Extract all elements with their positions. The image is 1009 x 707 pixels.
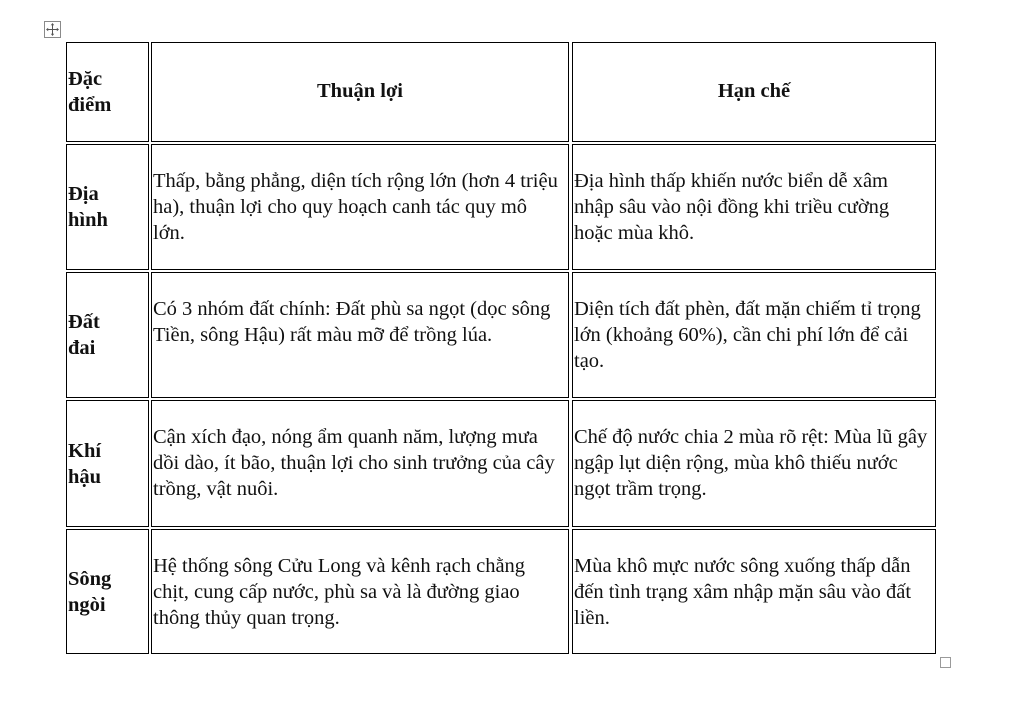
row-label: Địa hình (68, 183, 108, 231)
limitation-cell (572, 400, 936, 527)
row-label: Sông ngòi (68, 567, 112, 616)
header-label-limitation: Hạn chế (717, 80, 791, 102)
advantage-cell (151, 272, 569, 398)
header-cell-advantage (151, 42, 569, 142)
limitation-cell (572, 529, 936, 654)
advantage-text: Có 3 nhóm đất chính: Đất phù sa ngọt (dọc sông Tiền, sông Hậu) rất màu mỡ để trồng lúa. (153, 298, 551, 346)
header-label-feature: Đặc điểm (68, 68, 112, 116)
limitation-cell (572, 144, 936, 270)
resize-square-icon[interactable] (940, 657, 951, 668)
limitation-cell (572, 272, 936, 398)
row-label: Đất đai (68, 311, 100, 359)
limitation-text: Địa hình thấp khiến nước biển dễ xâm nhập sâu vào nội đồng khi triều cường hoặc mùa khô. (574, 170, 890, 244)
move-cross-icon (45, 22, 60, 37)
limitation-text: Chế độ nước chia 2 mùa rõ rệt: Mùa lũ gây ngập lụt diện rộng, mùa khô thiếu nước ngọt trầm trọng. (574, 426, 928, 500)
advantage-text: Hệ thống sông Cửu Long và kênh rạch chằng chịt, cung cấp nước, phù sa và là đường giao thông thủy quan trọng. (153, 555, 526, 629)
advantage-cell (151, 529, 569, 654)
row-label: Khí hậu (68, 439, 102, 488)
row-label-cell (66, 400, 149, 527)
row-label-cell (66, 272, 149, 398)
header-cell-feature (66, 42, 149, 142)
advantage-text: Thấp, bằng phẳng, diện tích rộng lớn (hơn 4 triệu ha), thuận lợi cho quy hoạch canh tác quy mô lớn. (153, 170, 558, 244)
limitation-text: Diện tích đất phèn, đất mặn chiếm tỉ trọng lớn (khoảng 60%), cần chi phí lớn để cải tạo. (574, 298, 921, 372)
advantage-text: Cận xích đạo, nóng ẩm quanh năm, lượng mưa dồi dào, ít bão, thuận lợi cho sinh trưởng của cây trồng, vật nuôi. (153, 426, 555, 500)
advantage-cell (151, 400, 569, 527)
header-cell-limitation (572, 42, 936, 142)
limitation-text: Mùa khô mực nước sông xuống thấp dẫn đến tình trạng xâm nhập mặn sâu vào đất liền. (574, 555, 912, 629)
header-label-advantage: Thuận lợi (317, 80, 403, 102)
row-label-cell (66, 529, 149, 654)
advantage-cell (151, 144, 569, 270)
table-move-handle-icon[interactable] (44, 21, 61, 38)
row-label-cell (66, 144, 149, 270)
